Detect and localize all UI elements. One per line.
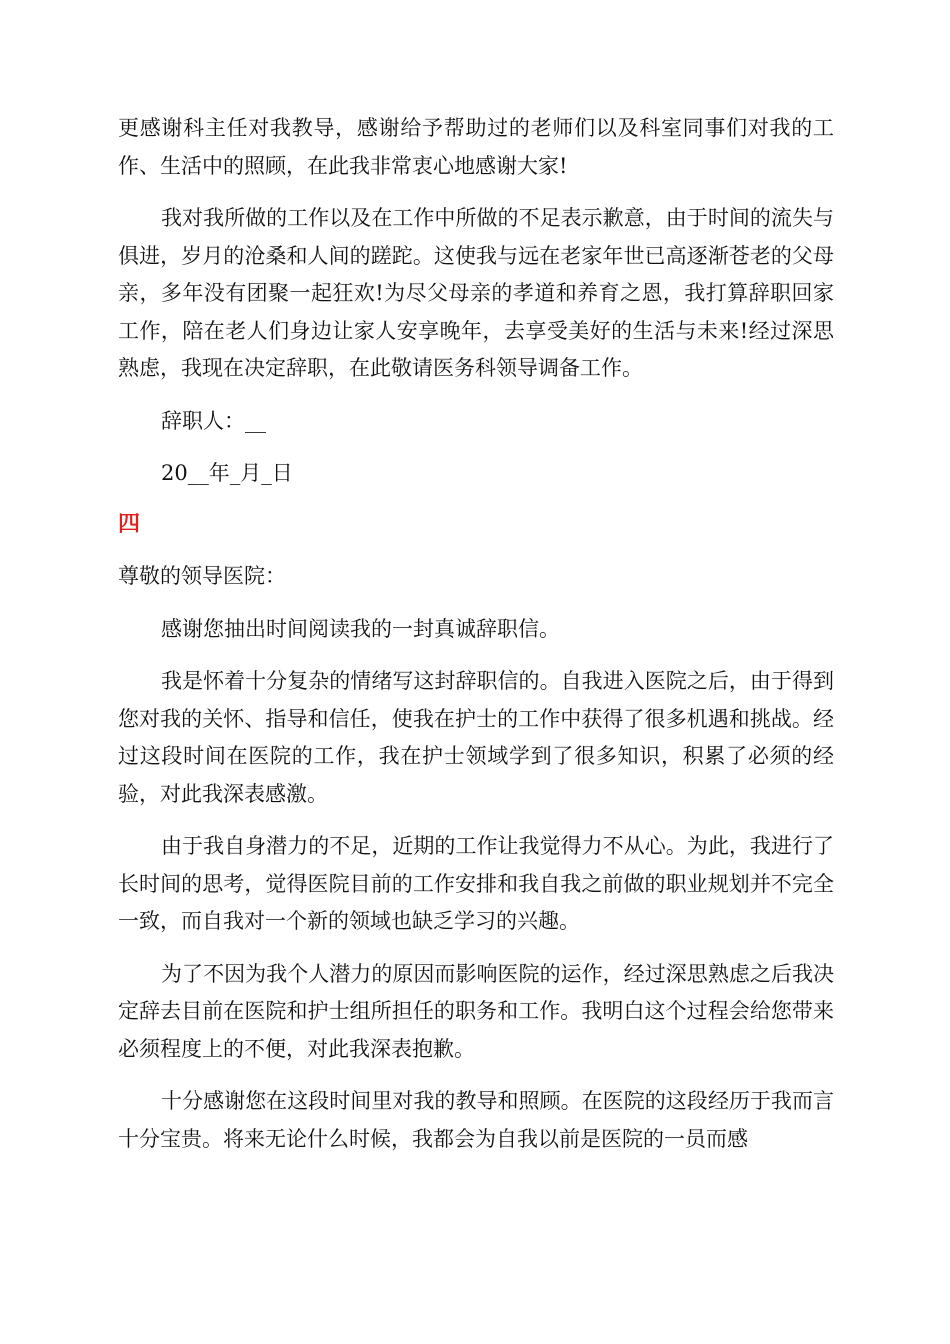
- paragraph-thanks-continued: 更感谢科主任对我教导，感谢给予帮助过的老师们以及科室同事们对我的工作、生活中的照顾，在此我非常衷心地感谢大家!: [118, 116, 834, 178]
- document-page: [118, 110, 834, 1158]
- section-heading: 四: [118, 510, 141, 537]
- letter-paragraph-5: 十分感谢您在这段时间里对我的教导和照顾。在医院的这段经历于我而言十分宝贵。将来无论什么时候，我都会为自我以前是医院的一员而感: [118, 1089, 834, 1151]
- date-line: 20__年_月_日: [161, 461, 293, 485]
- letter-paragraph-2: 我是怀着十分复杂的情绪写这封辞职信的。自我进入医院之后，由于得到您对我的关怀、指导和信任，使我在护士的工作中获得了很多机遇和挑战。经过这段时间在医院的工作，我在护士领域学到了很多知识，积累了必须的经验，对此我深表感激。: [118, 669, 834, 806]
- letter-paragraph-4: 为了不因为我个人潜力的原因而影响医院的运作，经过深思熟虑之后我决定辞去目前在医院和护士组所担任的职务和工作。我明白这个过程会给您带来必须程度上的不便，对此我深表抱歉。: [118, 961, 834, 1061]
- letter-paragraph-3: 由于我自身潜力的不足，近期的工作让我觉得力不从心。为此，我进行了长时间的思考，觉得医院目前的工作安排和我自我之前做的职业规划并不完全一致，而自我对一个新的领域也缺乏学习的兴趣。: [118, 834, 834, 933]
- paragraph-apology: 我对我所做的工作以及在工作中所做的不足表示歉意，由于时间的流失与俱进，岁月的沧桑和人间的蹉跎。这使我与远在老家年世已高逐渐苍老的父母亲，多年没有团聚一起狂欢!为尽父母亲的孝道和养育之恩，我打算辞职回家工作，陪在老人们身边让家人安享晚年，去享受美好的生活与未来!经过深思熟虑，我现在决定辞职，在此敬请医务科领导调备工作。: [118, 206, 834, 380]
- letter-salutation: 尊敬的领导医院：: [118, 564, 286, 588]
- signature-line: 辞职人：__: [161, 408, 266, 433]
- letter-paragraph-1: 感谢您抽出时间阅读我的一封真诚辞职信。: [161, 616, 560, 641]
